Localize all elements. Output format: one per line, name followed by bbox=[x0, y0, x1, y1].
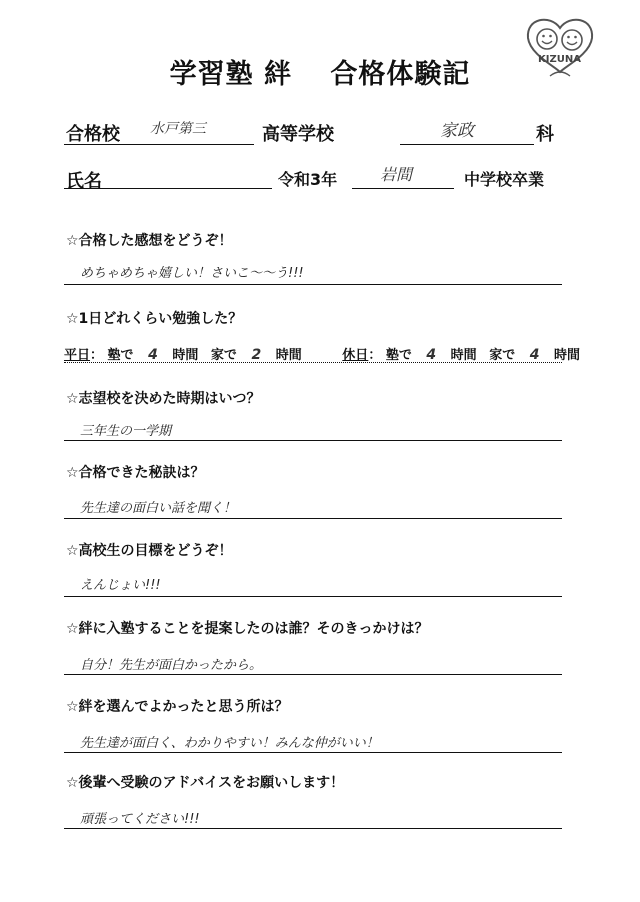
answer-4-line bbox=[64, 518, 562, 519]
answer-3-line bbox=[64, 440, 562, 441]
holiday-home-label: 家で bbox=[489, 348, 516, 363]
name-label: 氏名 bbox=[66, 171, 102, 192]
question-2: ☆1日どれくらい勉強した？ bbox=[66, 311, 243, 327]
answer-7: 先生達が面白く、わかりやすい！みんな仲がいい！ bbox=[80, 736, 379, 751]
holiday-home-unit: 時間 bbox=[554, 348, 581, 363]
junior-high-underline bbox=[352, 188, 454, 189]
question-5: ☆高校生の目標をどうぞ！ bbox=[66, 543, 233, 559]
question-8: ☆後輩へ受験のアドバイスをお願いします！ bbox=[66, 775, 345, 791]
question-1: ☆合格した感想をどうぞ！ bbox=[66, 233, 233, 249]
answer-5: えんじょい!!! bbox=[80, 578, 161, 593]
answer-1-line bbox=[64, 284, 562, 285]
course-underline bbox=[400, 144, 534, 145]
holiday-home-hours: 4 bbox=[529, 347, 540, 363]
era-label: 令和3年 bbox=[278, 170, 338, 189]
course-name: 家政 bbox=[440, 121, 474, 141]
holiday-juku-unit: 時間 bbox=[450, 348, 477, 363]
answer-4: 先生達の面白い話を聞く！ bbox=[80, 501, 237, 516]
name-underline bbox=[64, 188, 272, 189]
study-row: 平日： 塾で 4 時間 家で 2 時間 休日： 塾で 4 時間 家で 4 時間 bbox=[64, 347, 581, 363]
holiday-juku-hours: 4 bbox=[426, 347, 437, 363]
question-7: ☆絆を選んでよかったと思う所は？ bbox=[66, 699, 289, 715]
weekday-home-label: 家で bbox=[210, 348, 237, 363]
answer-1: めちゃめちゃ嬉しい！さいこ〜〜う!!! bbox=[80, 266, 304, 281]
question-3: ☆志望校を決めた時期はいつ？ bbox=[66, 391, 261, 407]
answer-7-line bbox=[64, 752, 562, 753]
graduation-label: 中学校卒業 bbox=[464, 170, 545, 189]
logo-text: KIZUNA bbox=[538, 54, 581, 65]
weekday-juku-unit: 時間 bbox=[172, 348, 199, 363]
answer-3: 三年生の一学期 bbox=[80, 424, 172, 439]
school-type-label: 高等学校 bbox=[262, 124, 334, 145]
school-label: 合格校 bbox=[66, 124, 120, 145]
kizuna-logo bbox=[520, 14, 600, 80]
question-6: ☆絆に入塾することを提案したのは誰？そのきっかけは？ bbox=[66, 621, 429, 637]
question-4: ☆合格できた秘訣は？ bbox=[66, 465, 205, 481]
school-underline bbox=[64, 144, 254, 145]
weekday-home-hours: 2 bbox=[251, 347, 262, 363]
junior-high-name: 岩間 bbox=[380, 165, 413, 184]
holiday-label: 休日 bbox=[342, 348, 369, 363]
weekday-home-unit: 時間 bbox=[275, 348, 302, 363]
answer-6-line bbox=[64, 674, 562, 675]
page-title: 学習塾 絆 合格体験記 bbox=[169, 59, 471, 90]
answer-5-line bbox=[64, 596, 562, 597]
answer-8: 頑張ってください!!! bbox=[80, 812, 200, 827]
school-name: 水戸第三 bbox=[150, 121, 206, 137]
answer-8-line bbox=[64, 828, 562, 829]
study-line bbox=[64, 362, 562, 363]
weekday-juku-label: 塾で bbox=[107, 348, 134, 363]
holiday-juku-label: 塾で bbox=[385, 348, 412, 363]
answer-6: 自分！先生が面白かったから。 bbox=[80, 658, 263, 673]
smiling-faces-heart-icon bbox=[520, 14, 600, 80]
course-suffix: 科 bbox=[536, 124, 554, 145]
weekday-label: 平日 bbox=[64, 348, 91, 363]
weekday-juku-hours: 4 bbox=[148, 347, 158, 363]
